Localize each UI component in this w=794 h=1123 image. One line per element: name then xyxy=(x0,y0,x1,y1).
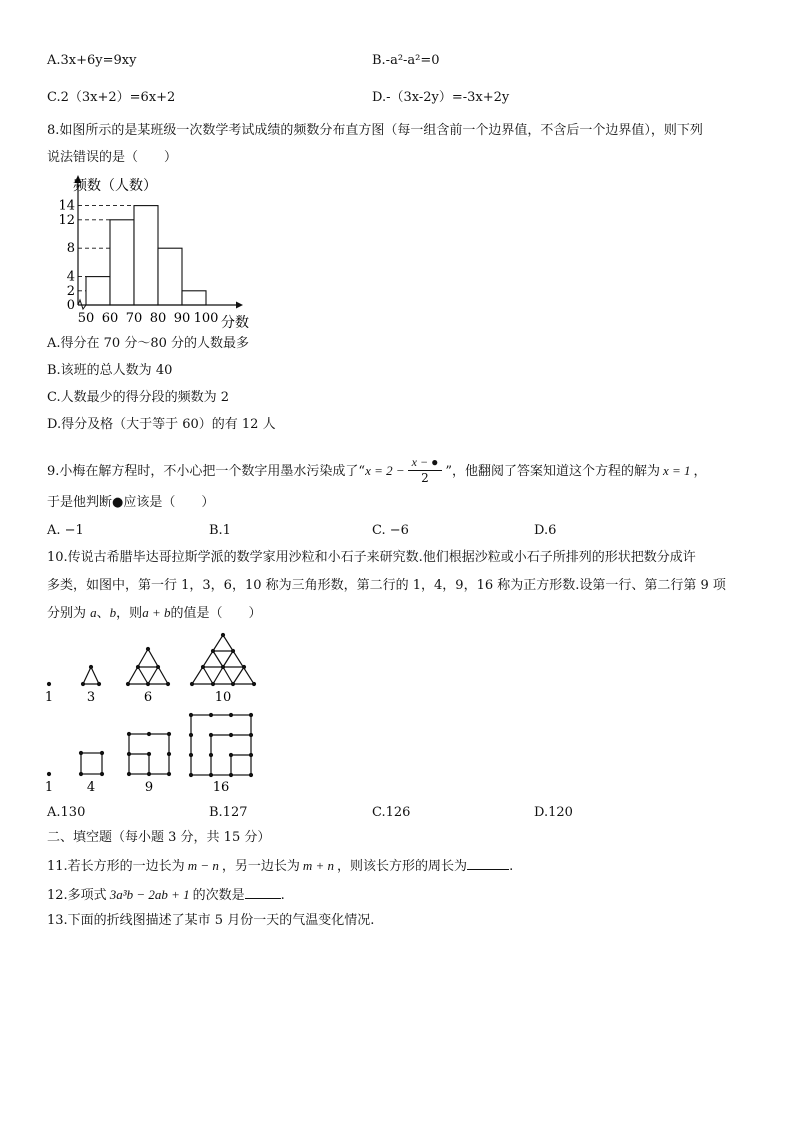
figurate-dot-38 xyxy=(189,733,193,737)
q10-option-d: D.120 xyxy=(534,805,573,820)
square-16-shape xyxy=(191,715,251,775)
y-tick-4: 4 xyxy=(66,269,75,285)
q12-end: . xyxy=(280,888,285,903)
figurate-dot-35 xyxy=(209,713,213,717)
q7-option-d: D.-（3x-2y）=-3x+2y xyxy=(372,90,510,105)
q10-stem-line1: 10.传说古希腊毕达哥拉斯学派的数学家用沙粒和小石子来研究数.他们根据沙粒或小石子所排列的形状把数分成许 xyxy=(47,550,696,565)
figurate-dot-17 xyxy=(211,682,215,686)
q10-var-b: b xyxy=(109,605,117,620)
histogram-bar-50-60 xyxy=(86,277,110,305)
triangular-label-10: 10 xyxy=(214,690,232,705)
q8-stem-line2: 说法错误的是（ ） xyxy=(47,150,178,165)
q11-end: . xyxy=(509,859,514,874)
triangular-label-1: 1 xyxy=(44,690,54,705)
figurate-dot-22 xyxy=(100,751,104,755)
figurate-dot-0 xyxy=(47,682,51,686)
y-tick-8: 8 xyxy=(66,241,75,257)
histogram-bar-60-70 xyxy=(110,220,134,305)
q10-stem-line2: 多类，如图中，第一行 1，3，6，10 称为三角形数，第二行的 1，4，9，16 称为正方形数.设第一行、第二行第 9 项 xyxy=(47,578,726,593)
figurate-dot-43 xyxy=(209,753,213,757)
q12-polynomial: 3a³b − 2ab + 1 xyxy=(109,887,190,902)
q10-line3-end: 的值是（ ） xyxy=(170,606,262,621)
q13-stem: 13.下面的折线图描述了某市 5 月份一天的气温变化情况. xyxy=(47,913,375,928)
q8-stem-line1: 8.如图所示的是某班级一次数学考试成绩的频数分布直方图（每一组含前一个边界值，不含后一个边界值），则下列 xyxy=(47,123,703,138)
q12-post: 的次数是 xyxy=(192,888,245,903)
figurate-dot-32 xyxy=(147,772,151,776)
square-label-1: 1 xyxy=(44,780,54,795)
figurate-dot-39 xyxy=(209,733,213,737)
x-tick-60: 60 xyxy=(101,311,119,326)
x-tick-50: 50 xyxy=(77,311,95,326)
q12-answer-blank[interactable] xyxy=(245,885,281,899)
y-tick-2: 2 xyxy=(66,283,75,299)
figurate-dot-26 xyxy=(147,732,151,736)
q9-equation-lhs: x = 2 − xyxy=(365,463,405,478)
q10-stem-line3 xyxy=(47,604,261,623)
q11-expr-2: m + n xyxy=(302,858,335,873)
section-title-fill-blank: 二、填空题（每小题 3 分，共 15 分） xyxy=(47,830,271,845)
square-label-16: 16 xyxy=(212,780,230,795)
q9-option-d: D.6 xyxy=(534,523,557,538)
figurate-dot-21 xyxy=(79,751,83,755)
q9-fraction xyxy=(408,455,443,486)
figurate-dot-14 xyxy=(221,665,225,669)
y-tick-0: 0 xyxy=(66,298,75,313)
figurate-dot-24 xyxy=(100,772,104,776)
figurate-dot-4 xyxy=(146,647,150,651)
figurate-dot-47 xyxy=(209,773,213,777)
q12-pre: 12.多项式 xyxy=(47,888,107,903)
histogram-bar-70-80 xyxy=(134,206,158,305)
q11-answer-blank[interactable] xyxy=(467,856,509,870)
figurate-dot-2 xyxy=(81,682,85,686)
q11-post: ，则该长方形的周长为 xyxy=(337,859,468,874)
q8-option-d: D.得分及格（大于等于 60）的有 12 人 xyxy=(47,417,276,432)
figurate-dot-44 xyxy=(229,753,233,757)
q7-option-a: A.3x+6y=9xy xyxy=(47,53,137,68)
figurate-dot-13 xyxy=(201,665,205,669)
figurate-dot-30 xyxy=(167,752,171,756)
q11-expr-1: m − n xyxy=(187,858,219,873)
q9-fraction-denominator: 2 xyxy=(421,471,429,485)
figurate-dot-42 xyxy=(189,753,193,757)
figurate-dot-19 xyxy=(252,682,256,686)
q10-option-b: B.127 xyxy=(209,805,248,820)
figurate-dot-8 xyxy=(146,682,150,686)
x-axis-arrow-icon xyxy=(236,302,243,309)
figurate-dot-27 xyxy=(167,732,171,736)
q7-option-c: C.2（3x+2）=6x+2 xyxy=(47,90,176,105)
figurate-dot-20 xyxy=(47,772,51,776)
square-label-4: 4 xyxy=(86,780,96,795)
figurate-dot-16 xyxy=(190,682,194,686)
histogram-chart xyxy=(40,172,280,332)
q9-option-b: B.1 xyxy=(209,523,231,538)
figurate-dot-11 xyxy=(211,649,215,653)
triangular-label-3: 3 xyxy=(86,690,96,705)
q8-option-a: A.得分在 70 分～80 分的人数最多 xyxy=(47,336,250,351)
q10-sep: 、 xyxy=(96,606,110,621)
y-tick-12: 12 xyxy=(58,212,75,228)
figurate-dot-3 xyxy=(97,682,101,686)
figurate-dot-15 xyxy=(242,665,246,669)
figurate-dot-7 xyxy=(126,682,130,686)
y-tick-14: 14 xyxy=(58,198,75,214)
q7-option-b: B.-a²-a²=0 xyxy=(372,53,440,68)
figurate-dot-46 xyxy=(189,773,193,777)
figurate-dot-40 xyxy=(229,733,233,737)
q9-solution: x = 1 xyxy=(662,463,691,478)
figurate-dot-12 xyxy=(231,649,235,653)
q10-line3-mid: ，则 xyxy=(116,606,143,621)
q9-stem-end: ， xyxy=(693,464,707,479)
q9-stem-line1 xyxy=(47,456,707,487)
y-axis-title: 频数（人数） xyxy=(73,178,157,194)
q9-option-c: C. −6 xyxy=(372,523,409,538)
q10-line3-pre: 分别为 xyxy=(47,606,87,621)
x-tick-70: 70 xyxy=(125,311,143,326)
figurate-dot-10 xyxy=(221,633,225,637)
x-tick-80: 80 xyxy=(149,311,167,326)
q11-stem xyxy=(47,856,513,876)
q9-stem-mid: ”，他翻阅了答案知道这个方程的解为 xyxy=(445,464,660,479)
x-tick-90: 90 xyxy=(173,311,191,326)
x-tick-100: 100 xyxy=(193,311,219,326)
figurate-dot-48 xyxy=(229,773,233,777)
q9-stem-pre: 9.小梅在解方程时，不小心把一个数字用墨水污染成了“ xyxy=(47,464,366,479)
figurate-dot-1 xyxy=(89,665,93,669)
figurate-dot-5 xyxy=(136,665,140,669)
triangular-label-6: 6 xyxy=(143,690,153,705)
q9-stem-line2: 于是他判断●应该是（ ） xyxy=(47,495,215,510)
q8-option-c: C.人数最少的得分段的频数为 2 xyxy=(47,390,230,405)
triangle-10-shape xyxy=(192,635,254,684)
q10-option-a: A.130 xyxy=(47,805,86,820)
q9-option-a: A. −1 xyxy=(47,523,84,538)
figurate-dot-18 xyxy=(231,682,235,686)
square-label-9: 9 xyxy=(144,780,154,795)
figurate-dot-41 xyxy=(249,733,253,737)
figurate-dot-31 xyxy=(127,772,131,776)
figurate-dot-34 xyxy=(189,713,193,717)
q10-expression: a + b xyxy=(142,605,171,620)
q8-option-b: B.该班的总人数为 40 xyxy=(47,363,173,378)
q11-mid: ，另一边长为 xyxy=(221,859,300,874)
q10-option-c: C.126 xyxy=(372,805,411,820)
figurate-dot-9 xyxy=(166,682,170,686)
figurate-dot-29 xyxy=(147,752,151,756)
q9-fraction-numerator: x − ● xyxy=(408,455,443,471)
figurate-dot-6 xyxy=(156,665,160,669)
figurate-dot-25 xyxy=(127,732,131,736)
x-axis-title: 分数 xyxy=(221,315,249,331)
figurate-dot-37 xyxy=(249,713,253,717)
square-4-shape xyxy=(81,753,102,774)
figurate-dot-23 xyxy=(79,772,83,776)
triangle-3-shape xyxy=(83,667,99,684)
figurate-dot-28 xyxy=(127,752,131,756)
figurate-dot-45 xyxy=(249,753,253,757)
figurate-numbers-figure xyxy=(40,632,270,800)
histogram-bar-90-100 xyxy=(182,291,206,305)
figurate-dot-49 xyxy=(249,773,253,777)
histogram-bar-80-90 xyxy=(158,248,182,305)
figurate-dot-36 xyxy=(229,713,233,717)
figurate-dot-33 xyxy=(167,772,171,776)
q10-var-a: a xyxy=(90,605,97,620)
q11-pre: 11.若长方形的一边长为 xyxy=(47,859,185,874)
q12-stem xyxy=(47,885,285,905)
